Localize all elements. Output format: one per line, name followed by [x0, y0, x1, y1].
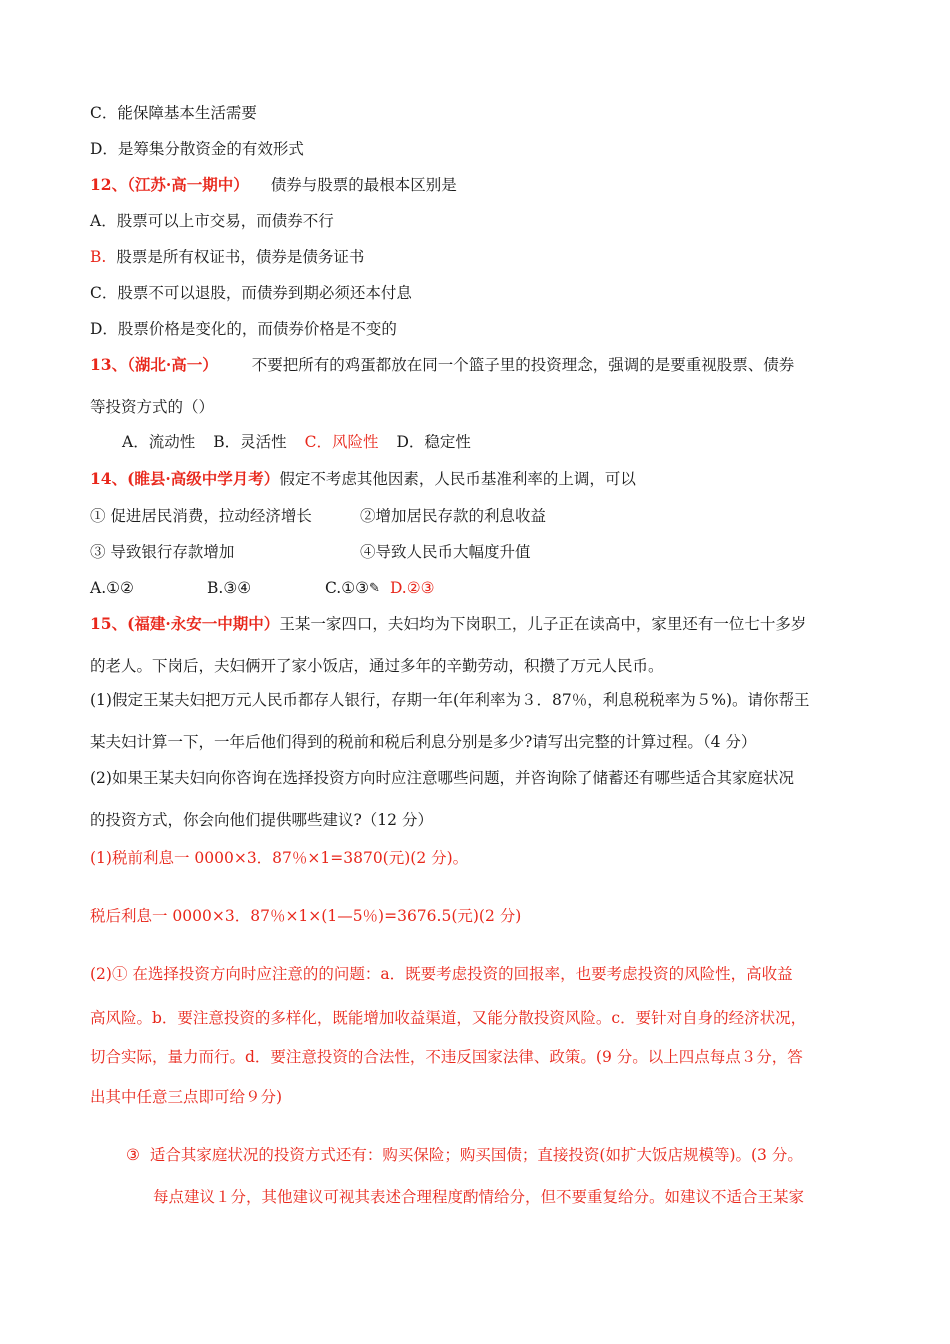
q15-answer-2-line-2: 高风险。b．要注意投资的多样化，既能增加收益渠道，又能分散投资风险。c．要针对自身的经济状况， — [90, 1009, 807, 1027]
q14-item-2: ②增加居民存款的利息收益 — [360, 507, 547, 525]
q14-tag: 14、(睢县·高级中学月考） — [90, 469, 280, 488]
q12-stem — [90, 175, 457, 195]
q13-option-c: C．风险性 — [304, 433, 379, 451]
q15-sub1-line-2: 某夫妇计算一下，一年后他们得到的税前和税后利息分别是多少?请写出完整的计算过程。（4 分） — [90, 733, 757, 751]
q11-option-c: C．能保障基本生活需要 — [90, 104, 257, 122]
q15-answer-1-line-2: 税后利息一 0000×3．87％×1×(1—5％)=3676.5(元)(2 分) — [90, 907, 522, 925]
q15-answer-2-line-4: 出其中任意三点即可给９分) — [90, 1088, 283, 1106]
q15-answer-3-text-1: 适合其家庭状况的投资方式还有：购买保险；购买国债；直接投资(如扩大饭店规模等)。(3 分。 — [149, 1146, 803, 1164]
q13-stem-line-2: 等投资方式的（） — [90, 398, 215, 416]
q14-stem — [90, 469, 636, 489]
q12-option-b-letter: B. — [90, 248, 107, 266]
q12-tag: 12、（江苏·高一期中） — [90, 175, 249, 194]
q15-answer-2-line-1: (2)① 在选择投资方向时应注意的的问题：a．既要考虑投资的回报率，也要考虑投资的风险性，高收益 — [90, 965, 793, 983]
q13-option-b: B．灵活性 — [213, 433, 287, 451]
scribble-mark-icon: ✎ — [369, 581, 380, 596]
q12-option-c: C．股票不可以退股，而债券到期必须还本付息 — [90, 284, 412, 302]
q14-items-row-2 — [90, 542, 531, 562]
q12-option-d: D．股票价格是变化的，而债券价格是不变的 — [90, 320, 397, 338]
q14-item-1: ① 促进居民消费，拉动经济增长 — [90, 507, 312, 525]
q13-option-a: A．流动性 — [122, 433, 196, 451]
q15-sub1-line-1: (1)假定王某夫妇把万元人民币都存人银行，存期一年(年利率为３．87％，利息税税率为５%)。请你帮王 — [90, 691, 810, 709]
q15-sub2-line-2: 的投资方式，你会向他们提供哪些建议?（12 分） — [90, 811, 433, 829]
q14-items-row-1 — [90, 506, 546, 526]
q13-text-1: 不要把所有的鸡蛋都放在同一个篮子里的投资理念，强调的是要重视股票、债券 — [251, 356, 795, 374]
q14-option-a: A.①② — [90, 579, 134, 597]
q15-stem-line-2: 的老人。下岗后，夫妇俩开了家小饭店，通过多年的辛勤劳动，积攒了万元人民币。 — [90, 657, 664, 675]
q12-option-b-text: 股票是所有权证书，债券是债务证书 — [116, 248, 365, 266]
q15-answer-2-line-3: 切合实际，量力而行。d．要注意投资的合法性，不违反国家法律、政策。(9 分。以上四点每点３分，答 — [90, 1048, 803, 1066]
q11-option-d: D．是筹集分散资金的有效形式 — [90, 140, 304, 158]
circled-three-marker: ③ — [126, 1146, 140, 1164]
q15-answer-3-line-2: 每点建议１分，其他建议可视其表述合理程度酌情给分，但不要重复给分。如建议不适合王某家 — [153, 1188, 805, 1206]
q14-option-c: C.①③ — [325, 579, 370, 597]
q12-text: 债券与股票的最根本区别是 — [270, 176, 457, 194]
q15-stem-line-1 — [90, 614, 806, 634]
q14-text: 假定不考虑其他因素，人民币基准利率的上调，可以 — [279, 470, 636, 488]
q13-options — [122, 432, 471, 452]
q14-options — [90, 578, 435, 599]
q15-text-1: 王某一家四口，夫妇均为下岗职工，儿子正在读高中，家里还有一位七十多岁 — [279, 615, 807, 633]
q14-option-d: D.②③ — [389, 579, 435, 597]
q14-item-3: ③ 导致银行存款增加 — [90, 543, 235, 561]
q13-option-d: D．稳定性 — [396, 433, 471, 451]
q15-tag: 15、(福建·永安一中期中） — [90, 614, 280, 633]
q13-tag: 13、（湖北·高一） — [90, 355, 218, 374]
q14-item-4: ④导致人民币大幅度升值 — [360, 543, 531, 561]
q15-sub2-line-1: (2)如果王某夫妇向你咨询在选择投资方向时应注意哪些问题，并咨询除了储蓄还有哪些适合其家庭状况 — [90, 769, 794, 787]
q15-answer-1-line-1: (1)税前利息一 0000×3．87％×1=3870(元)(2 分)。 — [90, 849, 469, 867]
q12-option-b — [90, 247, 364, 267]
q12-option-a: A．股票可以上市交易，而债券不行 — [90, 212, 334, 230]
q15-answer-3-line-1 — [126, 1145, 803, 1165]
q14-option-b: B.③④ — [207, 579, 252, 597]
q13-stem-line-1 — [90, 355, 794, 375]
